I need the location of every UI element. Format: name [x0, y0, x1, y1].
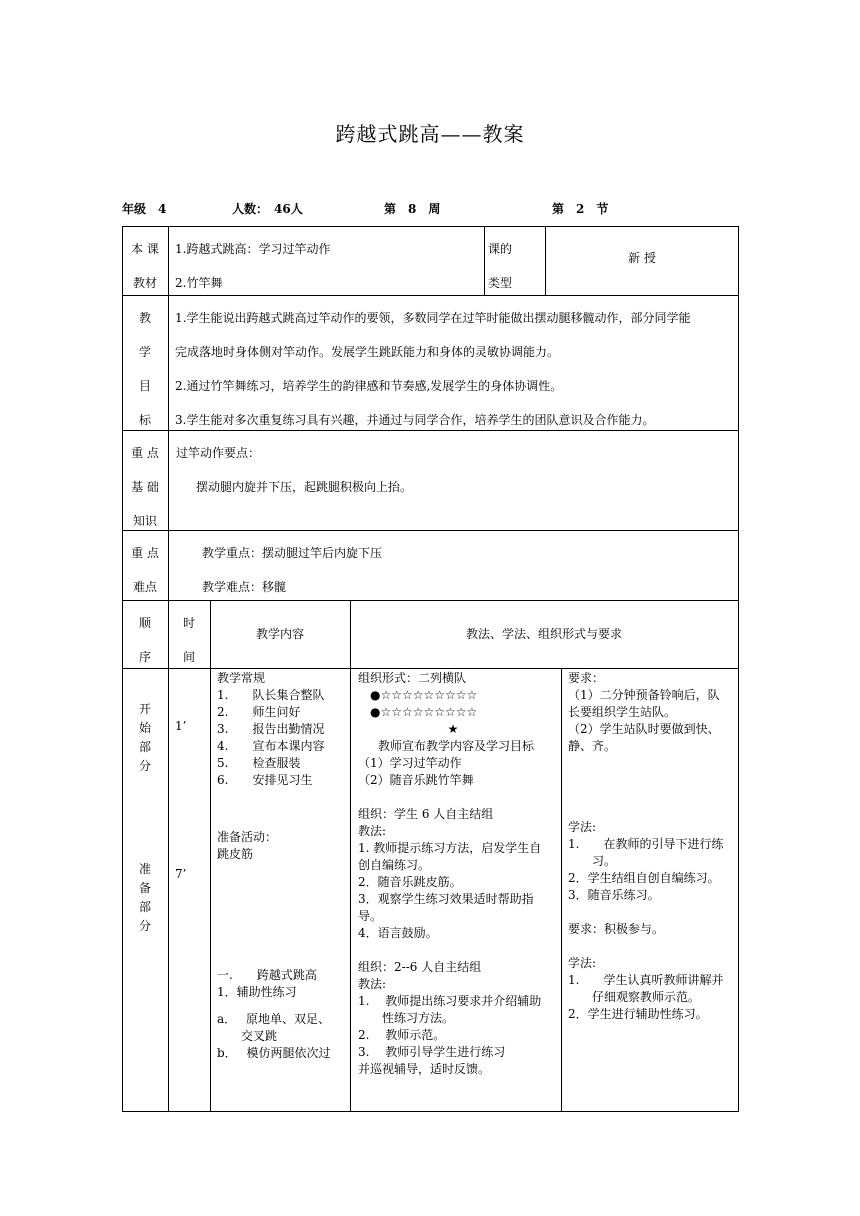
key-knowledge-point: 摆动腿内旋并下压，起跳腿积极向上抬。	[196, 480, 413, 494]
goals	[175, 301, 735, 437]
requirement-line: 2．学生结组自创自编练习。	[568, 871, 720, 885]
method-line: 教法:	[358, 977, 387, 991]
material-item: 2.竹竿舞	[175, 276, 223, 290]
goals-label-char: 目	[138, 379, 151, 393]
content-line: 4. 宣布本课内容	[217, 739, 325, 753]
content-line: b． 模仿两腿依次过	[217, 1046, 331, 1060]
content-line: 教学常规	[217, 671, 266, 685]
key-knowledge-title: 过竿动作要点：	[176, 446, 261, 460]
method-line: 4．语言鼓励。	[358, 926, 438, 940]
requirements	[568, 670, 736, 1023]
column-content: 教学内容	[255, 627, 304, 641]
column-time-char: 间	[182, 650, 195, 664]
method-line: 导。	[358, 909, 383, 923]
requirement-line: 学法:	[568, 820, 597, 834]
key-knowledge-label-line: 知识	[132, 514, 157, 528]
material-label-2: 教材	[132, 276, 157, 290]
requirement-line: 仔细观察教师示范。	[568, 990, 701, 1004]
time-start: 1’	[175, 719, 187, 733]
requirement-line: （1）二分钟预备铃响后，队	[568, 688, 720, 702]
order-prep-char: 准	[138, 862, 151, 876]
column-order	[122, 606, 168, 674]
requirement-line: 要求：	[568, 671, 605, 685]
content-line: 1．辅助性练习	[217, 985, 297, 999]
content-line: a． 原地单、双足、	[217, 1012, 330, 1026]
order-start-char: 始	[138, 721, 151, 735]
column-time-char: 时	[182, 616, 195, 630]
method-line: 3．观察学生练习效果适时帮助指	[358, 892, 534, 906]
content-line: 5. 检查服装	[217, 756, 301, 770]
method-line: ★	[447, 722, 459, 736]
goals-label-char: 教	[138, 311, 151, 325]
student-count: 人数： 46人	[232, 202, 303, 216]
content-line: 1. 队长集合整队	[217, 688, 325, 702]
lesson-type-label-1: 课的	[488, 242, 513, 256]
materials	[175, 232, 480, 300]
page-title: 跨越式跳高——教案	[335, 122, 525, 146]
method-line: ●☆☆☆☆☆☆☆☆☆	[370, 688, 478, 702]
difficulty-label	[122, 536, 168, 604]
goals-label-char: 学	[138, 345, 151, 359]
requirement-line: 习。	[568, 854, 617, 868]
lesson-type-label	[488, 232, 544, 300]
requirement-line: 1. 在教师的引导下进行练	[568, 837, 724, 851]
method-line: 创自编练习。	[358, 858, 431, 872]
teaching-method	[358, 670, 558, 1078]
key-knowledge-label-line: 基 础	[131, 480, 159, 494]
method-line: 组织：2--6 人自主结组	[358, 960, 482, 974]
teaching-focus: 教学重点：摆动腿过竿后内旋下压	[202, 546, 383, 560]
method-line: 教师宣布教学内容及学习目标	[378, 739, 535, 753]
requirement-line: 2．学生进行辅助性练习。	[568, 1007, 708, 1021]
material-label	[122, 232, 168, 300]
content-line: 跳皮筋	[217, 847, 254, 861]
content-line: 一. 跨越式跳高	[217, 968, 317, 982]
method-line: 1. 教师提出练习要求并介绍辅助	[358, 994, 542, 1008]
column-order-char: 序	[138, 650, 151, 664]
material-label-1: 本 课	[131, 242, 159, 256]
requirement-line: 静、齐。	[568, 739, 617, 753]
material-item: 1.跨越式跳高：学习过竿动作	[175, 242, 331, 256]
column-method: 教法、学法、组织形式与要求	[465, 627, 622, 641]
order-prep	[122, 860, 168, 936]
method-line: 组织：学生 6 人自主结组	[358, 807, 494, 821]
method-line: 并巡视辅导，适时反馈。	[358, 1062, 491, 1076]
goals-label-char: 标	[138, 413, 151, 427]
order-start-char: 部	[138, 740, 151, 754]
goals-label	[122, 301, 168, 437]
order-prep-char: 备	[138, 881, 151, 895]
content-line: 2. 师生问好	[217, 705, 301, 719]
requirement-line: （2）学生站队时要做到快、	[568, 722, 720, 736]
key-knowledge	[176, 436, 736, 504]
method-line: 2. 教师示范。	[358, 1028, 446, 1042]
content-line: 3. 报告出勤情况	[217, 722, 325, 736]
column-order-char: 顺	[138, 616, 151, 630]
method-line: ●☆☆☆☆☆☆☆☆☆	[370, 705, 478, 719]
lesson-type-label-2: 类型	[488, 276, 513, 290]
goal-item: 1.学生能说出跨越式跳高过竿动作的要领，多数同学在过竿时能做出摆动腿移髋动作，部分同学能	[175, 311, 691, 325]
goal-item: 2.通过竹竿舞练习，培养学生的韵律感和节奏感,发展学生的身体协调性。	[175, 379, 563, 393]
method-line: 组织形式：二列横队	[358, 671, 467, 685]
requirement-line: 要求：积极参与。	[568, 922, 665, 936]
method-line: 2．随音乐跳皮筋。	[358, 875, 462, 889]
method-line: 1. 教师提示练习方法，启发学生自	[358, 841, 542, 855]
order-prep-char: 部	[138, 900, 151, 914]
order-start	[122, 700, 168, 776]
order-start-char: 分	[138, 759, 151, 773]
content-line: 6. 安排见习生	[217, 773, 313, 787]
key-knowledge-label	[122, 436, 168, 538]
section: 第 2 节	[552, 202, 609, 216]
order-prep-char: 分	[138, 919, 151, 933]
method-line: 3. 教师引导学生进行练习	[358, 1045, 506, 1059]
column-time	[168, 606, 210, 674]
content-line: 准备活动：	[217, 830, 278, 844]
lesson-type-value: 新 授	[628, 251, 656, 265]
key-knowledge-label-line: 重 点	[131, 446, 159, 460]
goal-item: 完成落地时身体侧对竿动作。发展学生跳跃能力和身体的灵敏协调能力。	[175, 345, 560, 359]
difficulty	[202, 536, 732, 604]
method-line: 性练习方法。	[358, 1011, 455, 1025]
grade: 年级 4	[122, 202, 167, 216]
method-line: （2）随音乐跳竹竿舞	[358, 773, 474, 787]
content-line: 交叉跳	[217, 1029, 278, 1043]
order-start-char: 开	[138, 702, 151, 716]
teaching-content	[217, 670, 349, 1062]
method-line: （1）学习过竿动作	[358, 756, 462, 770]
goal-item: 3.学生能对多次重复练习具有兴趣，并通过与同学合作，培养学生的团队意识及合作能力。	[175, 413, 655, 427]
time-prep: 7’	[175, 867, 187, 881]
week: 第 8 周	[384, 202, 441, 216]
teaching-difficulty: 教学难点：移髋	[202, 580, 287, 594]
requirement-line: 长要组织学生站队。	[568, 705, 677, 719]
method-line: 教法:	[358, 824, 387, 838]
difficulty-label-line: 重 点	[131, 546, 159, 560]
difficulty-label-line: 难点	[132, 580, 157, 594]
requirement-line: 3．随音乐练习。	[568, 888, 660, 902]
requirement-line: 1. 学生认真听教师讲解并	[568, 973, 724, 987]
requirement-line: 学法:	[568, 956, 597, 970]
